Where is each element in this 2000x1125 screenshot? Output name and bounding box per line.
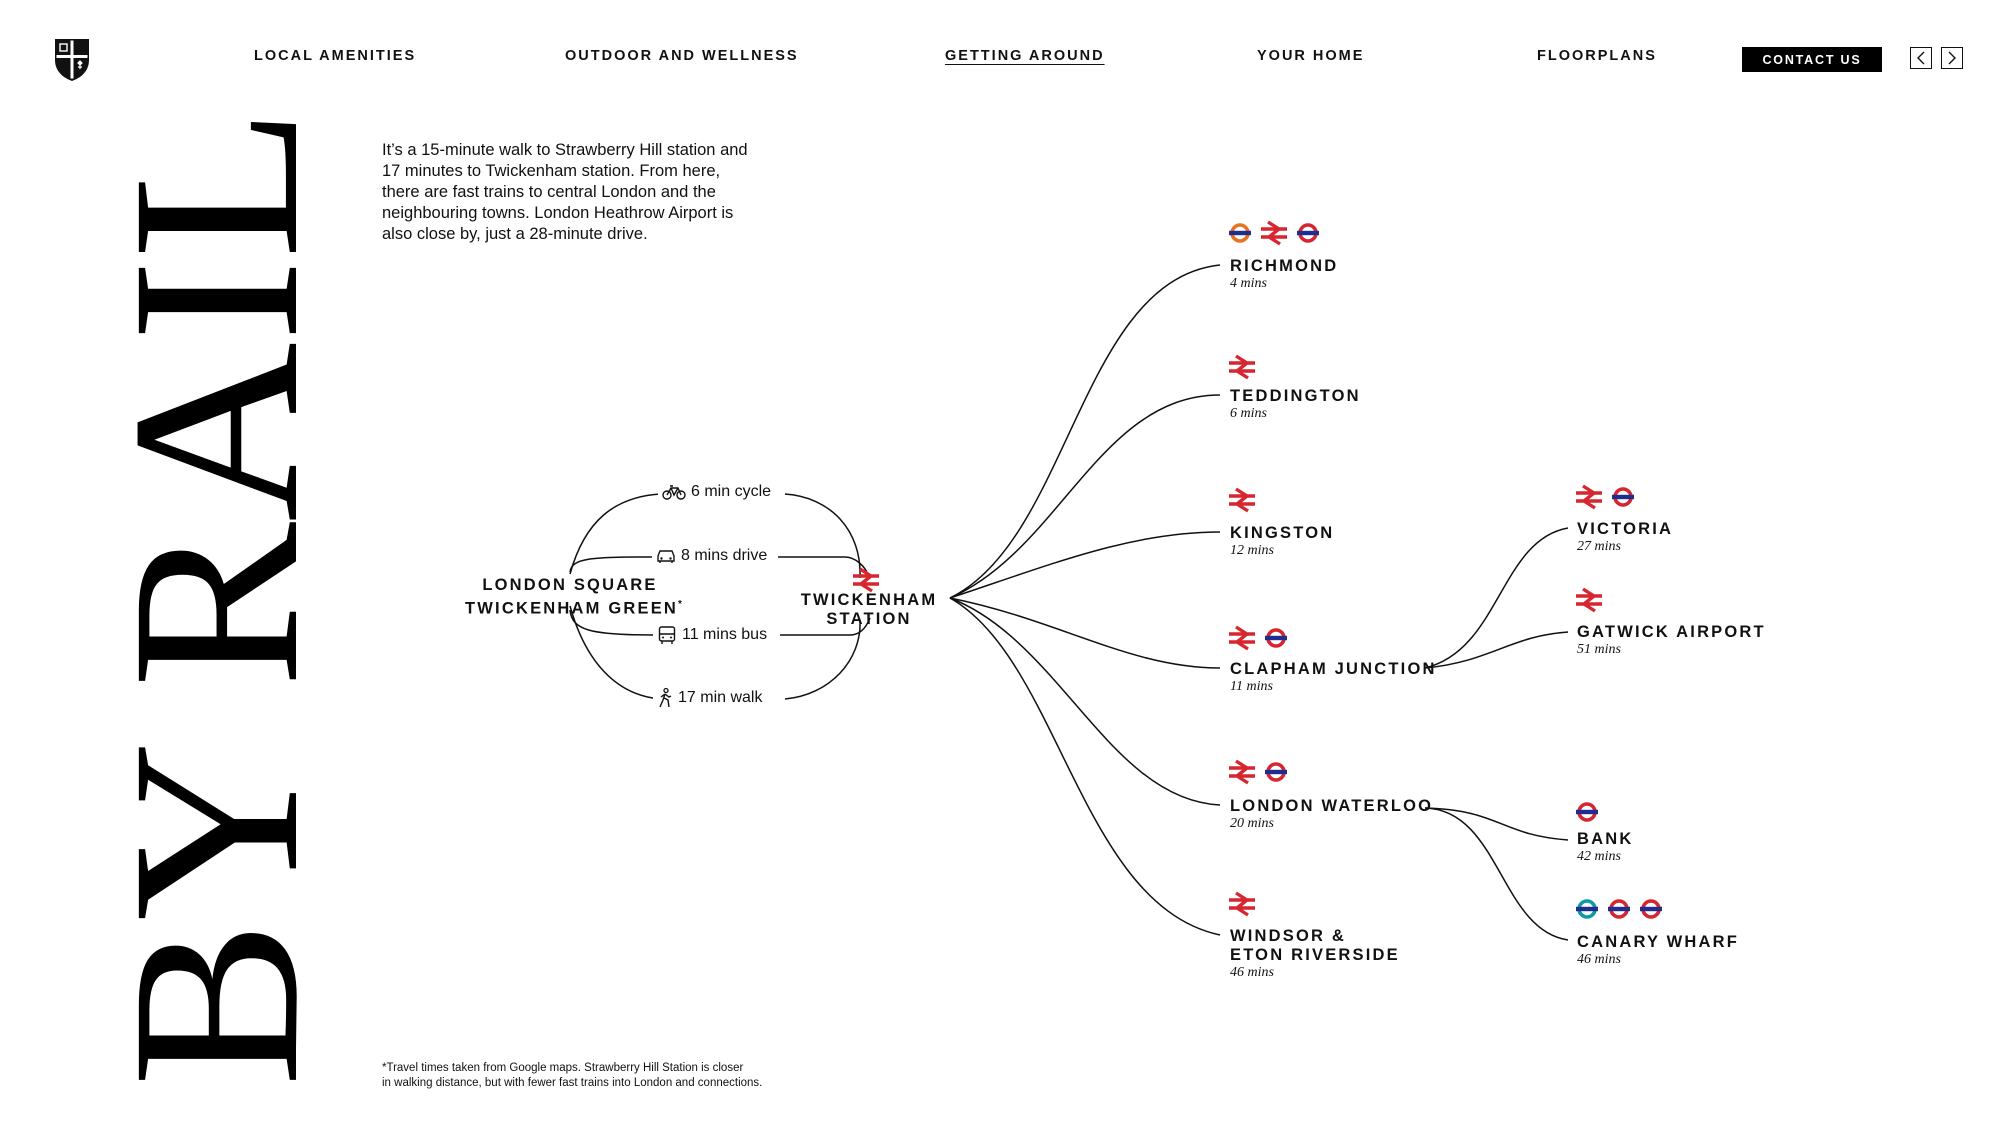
underground-roundel-icon bbox=[1640, 901, 1662, 917]
footnote-line1: *Travel times taken from Google maps. Strawberry Hill Station is closer bbox=[382, 1062, 744, 1074]
station-victoria-time: 27 mins bbox=[1577, 539, 1621, 554]
walking-person-icon bbox=[657, 688, 673, 708]
station-bank: BANK bbox=[1577, 830, 1634, 848]
station-london-waterloo: LONDON WATERLOO bbox=[1230, 797, 1434, 815]
dlr-roundel-icon bbox=[1576, 901, 1598, 917]
station-windsor bbox=[1230, 927, 1400, 965]
station-richmond: RICHMOND bbox=[1230, 257, 1339, 275]
national-rail-icon bbox=[1229, 761, 1255, 783]
national-rail-icon bbox=[1229, 356, 1255, 378]
national-rail-icon bbox=[1576, 589, 1602, 611]
cycle-route-line bbox=[570, 494, 860, 578]
underground-roundel-icon bbox=[1608, 901, 1630, 917]
national-rail-icon bbox=[1576, 486, 1602, 508]
national-rail-icon bbox=[1229, 489, 1255, 511]
station-clapham-junction-time: 11 mins bbox=[1230, 679, 1273, 694]
walk-option bbox=[653, 688, 766, 708]
hub-label bbox=[794, 591, 944, 629]
station-teddington-time: 6 mins bbox=[1230, 406, 1267, 421]
heading-text: BY RAIL bbox=[82, 142, 348, 1087]
station-canary-wharf: CANARY WHARF bbox=[1577, 933, 1740, 951]
contact-us-button[interactable]: CONTACT US bbox=[1742, 47, 1882, 72]
nav-getting-around[interactable]: GETTING AROUND bbox=[945, 48, 1105, 64]
underground-roundel-icon bbox=[1265, 630, 1287, 646]
hub-line1: TWICKENHAM bbox=[800, 591, 938, 609]
station-london-waterloo-time: 20 mins bbox=[1230, 816, 1274, 831]
intro-paragraph: It’s a 15-minute walk to Strawberry Hill station and 17 minutes to Twickenham station. From here, there are fast trains to central London and the neighbouring towns. London Heathrow Airport is also close by, just a 28-minute drive. bbox=[382, 141, 748, 243]
cycle-time: 6 min cycle bbox=[691, 483, 772, 500]
underground-roundel-icon bbox=[1265, 764, 1287, 780]
line-to-victoria bbox=[1425, 528, 1568, 668]
station-windsor-time: 46 mins bbox=[1230, 965, 1274, 980]
line-to-gatwick bbox=[1425, 632, 1568, 668]
station-kingston-time: 12 mins bbox=[1230, 543, 1274, 558]
hub-line2: STATION bbox=[826, 610, 912, 628]
footnote-line2: in walking distance, but with fewer fast trains into London and connections. bbox=[382, 1077, 763, 1089]
underground-roundel-icon bbox=[1576, 804, 1598, 820]
station-gatwick-airport: GATWICK AIRPORT bbox=[1577, 623, 1766, 641]
station-windsor-line1: WINDSOR & bbox=[1230, 927, 1347, 945]
overground-roundel-icon bbox=[1229, 225, 1251, 241]
line-to-canary bbox=[1425, 808, 1568, 940]
drive-option bbox=[652, 547, 771, 565]
station-richmond-time: 4 mins bbox=[1230, 276, 1267, 291]
underground-roundel-icon bbox=[1297, 225, 1319, 241]
nav-floorplans[interactable]: FLOORPLANS bbox=[1537, 48, 1657, 64]
station-bank-time: 42 mins bbox=[1577, 849, 1621, 864]
line-to-richmond bbox=[950, 265, 1220, 598]
footnote bbox=[382, 1061, 862, 1091]
national-rail-icon bbox=[1261, 222, 1287, 244]
nav-local-amenities[interactable]: LOCAL AMENITIES bbox=[254, 48, 417, 64]
car-icon bbox=[656, 548, 676, 564]
line-to-kingston bbox=[950, 532, 1220, 598]
station-victoria: VICTORIA bbox=[1577, 520, 1674, 538]
origin-label bbox=[465, 576, 685, 619]
station-teddington: TEDDINGTON bbox=[1230, 387, 1361, 405]
origin-footnote-marker: * bbox=[678, 599, 685, 610]
national-rail-icon bbox=[853, 569, 879, 591]
nav-outdoor-and-wellness[interactable]: OUTDOOR AND WELLNESS bbox=[565, 48, 799, 64]
bicycle-icon bbox=[662, 484, 686, 500]
origin-line2: TWICKENHAM GREEN* bbox=[465, 599, 685, 618]
line-to-windsor bbox=[950, 598, 1220, 935]
walk-time: 17 min walk bbox=[678, 689, 763, 706]
cycle-option bbox=[658, 483, 775, 501]
station-gatwick-airport-time: 51 mins bbox=[1577, 642, 1621, 657]
bus-option bbox=[653, 625, 771, 645]
station-kingston: KINGSTON bbox=[1230, 524, 1335, 542]
drive-time: 8 mins drive bbox=[681, 547, 768, 564]
station-clapham-junction: CLAPHAM JUNCTION bbox=[1230, 660, 1437, 678]
bus-time: 11 mins bus bbox=[682, 626, 768, 643]
origin-line1: LONDON SQUARE bbox=[482, 576, 658, 594]
underground-roundel-icon bbox=[1612, 489, 1634, 505]
national-rail-icon bbox=[1229, 627, 1255, 649]
station-canary-wharf-time: 46 mins bbox=[1577, 952, 1621, 967]
bus-icon bbox=[657, 625, 677, 645]
connection-lines bbox=[570, 265, 1568, 940]
nav-your-home[interactable]: YOUR HOME bbox=[1257, 48, 1365, 64]
national-rail-icon bbox=[1229, 893, 1255, 915]
line-to-waterloo bbox=[950, 598, 1220, 805]
station-windsor-line2: ETON RIVERSIDE bbox=[1230, 946, 1400, 964]
